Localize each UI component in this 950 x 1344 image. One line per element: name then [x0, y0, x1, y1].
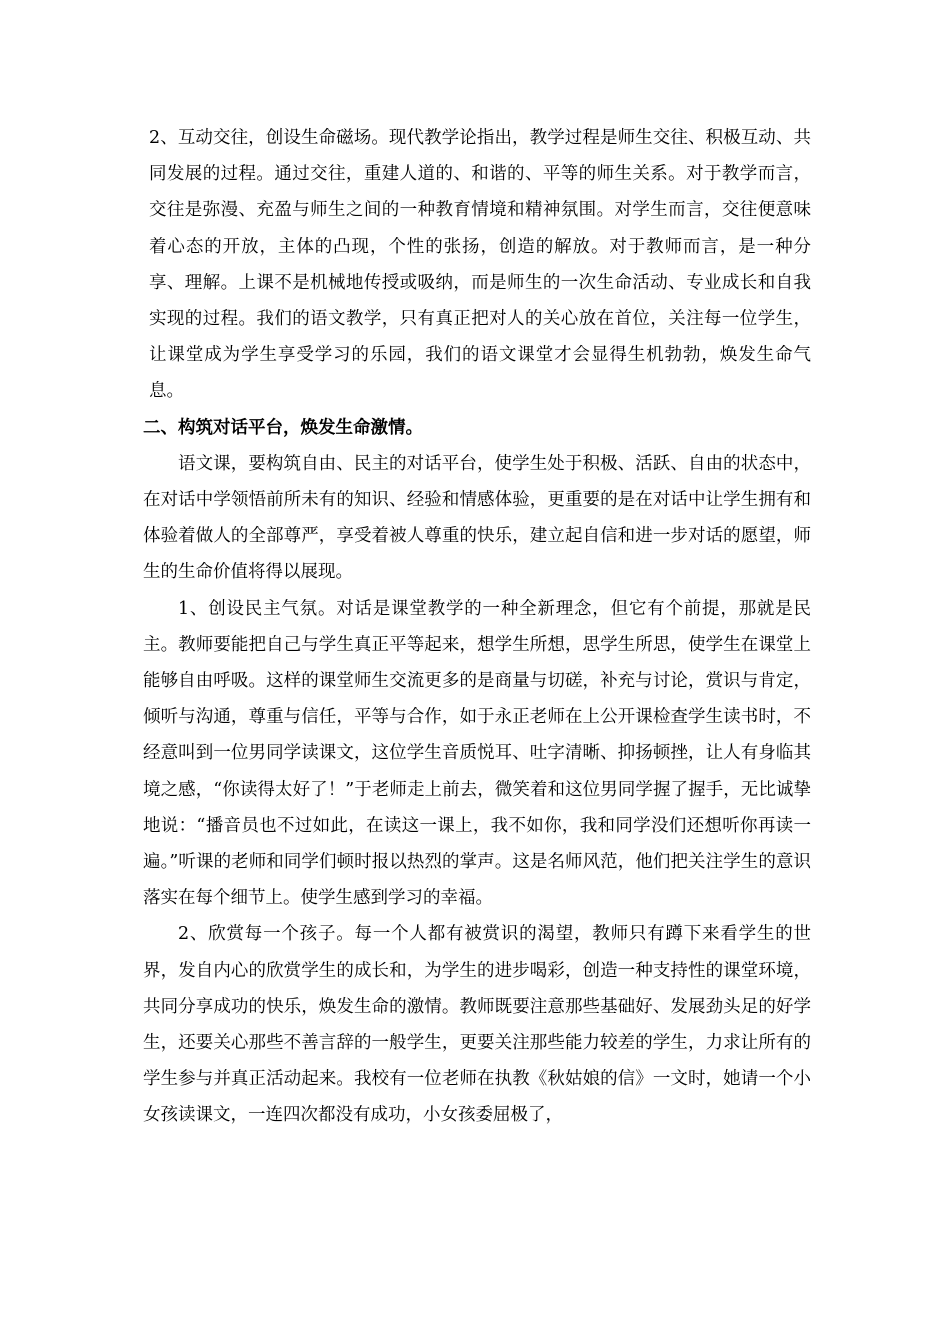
paragraph-appreciate-every-child: 2、欣赏每一个孩子。每一个人都有被赏识的渴望，教师只有蹲下来看学生的世界，发自内心的欣赏学生的成长和，为学生的进步喝彩，创造一种支持性的课堂环境，共同分享成功的快乐，焕发生命的激情。教师既要注意那些基础好、发展劲头足的好学生，还要关心那些不善言辞的一般学生，更要关注那些能力较差的学生，力求让所有的学生参与并真正活动起来。我校有一位老师在执教《秋姑娘的信》一文时，她请一个小女孩读课文，一连四次都没有成功，小女孩委屈极了， — [143, 924, 811, 1126]
document-page — [143, 120, 811, 1134]
section-heading-dialogue-platform: 二、构筑对话平台，焕发生命激情。 — [143, 417, 423, 438]
paragraph-democratic-atmosphere: 1、创设民主气氛。对话是课堂教学的一种全新理念，但它有个前提，那就是民主。教师要能把自己与学生真正平等起来，想学生所想，思学生所思，使学生在课堂上能够自由呼吸。这样的课堂师生交流更多的是商量与切磋，补充与讨论，赏识与肯定，倾听与沟通，尊重与信任，平等与合作，如于永正老师在上公开课检查学生读书时，不经意叫到一位男同学读课文，这位学生音质悦耳、吐字清晰、抑扬顿挫，让人有身临其境之感，“你读得太好了！”于老师走上前去，微笑着和这位男同学握了握手，无比诚挚地说：“播音员也不过如此，在读这一课上，我不如你，我和同学没们还想听你再读一遍。”听课的老师和同学们顿时报以热烈的掌声。这是名师风范，他们把关注学生的意识落实在每个细节上。使学生感到学习的幸福。 — [143, 598, 811, 909]
paragraph-dialogue-intro: 语文课，要构筑自由、民主的对话平台，使学生处于积极、活跃、自由的状态中，在对话中学领悟前所未有的知识、经验和情感体验，更重要的是在对话中让学生拥有和体验着做人的全部尊严，享受着被人尊重的快乐，建立起自信和进一步对话的愿望，师生的生命价值将得以展现。 — [143, 453, 811, 583]
paragraph-interaction: 2、互动交往，创设生命磁场。现代教学论指出，教学过程是师生交往、积极互动、共同发展的过程。通过交往，重建人道的、和谐的、平等的师生关系。对于教学而言，交往是弥漫、充盈与师生之间的一种教育情境和精神氛围。对学生而言，交往便意味着心态的开放，主体的凸现，个性的张扬，创造的解放。对于教师而言，是一种分享、理解。上课不是机械地传授或吸纳，而是师生的一次生命活动、专业成长和自我实现的过程。我们的语文教学，只有真正把对人的关心放在首位，关注每一位学生，让课堂成为学生享受学习的乐园，我们的语文课堂才会显得生机勃勃，焕发生命气息。 — [149, 128, 811, 402]
